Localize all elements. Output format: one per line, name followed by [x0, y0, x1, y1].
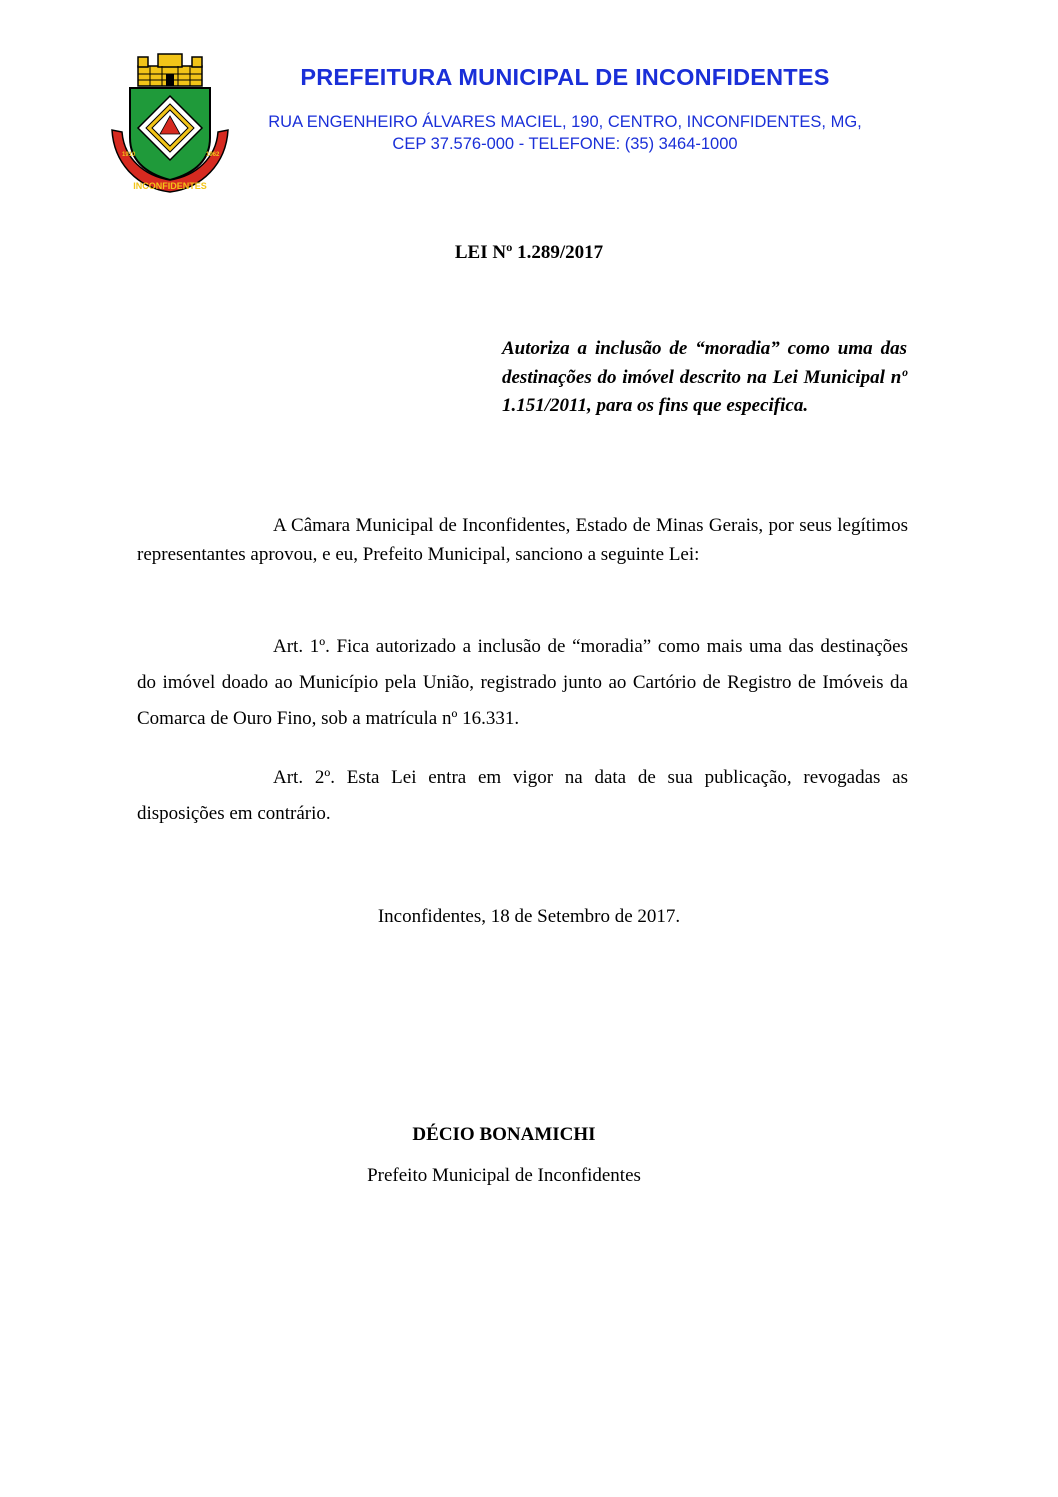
shield-icon [130, 88, 210, 180]
signatory-role: Prefeito Municipal de Inconfidentes [367, 1165, 641, 1186]
preamble-paragraph [137, 511, 908, 569]
law-title: LEI Nº 1.289/2017 [454, 242, 604, 263]
date-line: Inconfidentes, 18 de Setembro de 2017. [377, 906, 681, 927]
header-address-line2: CEP 37.576-000 - TELEFONE: (35) 3464-1000 [392, 135, 738, 153]
header-title: PREFEITURA MUNICIPAL DE INCONFIDENTES [300, 64, 830, 90]
article-2-text: Art. 2º. Esta Lei entra em vigor na data de sua publicação, revogadas as disposições em contrário. [137, 767, 908, 824]
crown-icon [138, 54, 202, 86]
signatory-name: DÉCIO BONAMICHI [412, 1124, 596, 1145]
municipal-crest-logo [108, 52, 232, 196]
article-2 [137, 760, 908, 832]
crest-year-right: 1962 [206, 152, 220, 158]
header-address-line1: RUA ENGENHEIRO ÁLVARES MACIEL, 190, CENTRO, INCONFIDENTES, MG, [268, 113, 862, 131]
article-1 [137, 629, 908, 737]
header-address [240, 111, 890, 155]
article-1-text: Art. 1º. Fica autorizado a inclusão de “moradia” como mais uma das destinações do imóvel doado ao Município pela União, registrado junto ao Cartório de Registro de Imóveis da Comarca de Ouro Fino, sob a matrícula nº 16.331. [137, 636, 908, 729]
law-ementa: Autoriza a inclusão de “moradia” como uma das destinações do imóvel descrito na Lei Municipal nº 1.151/2011, para os fins que especifica. [502, 338, 907, 417]
crest-year-left: 1910 [122, 152, 136, 158]
preamble-text: A Câmara Municipal de Inconfidentes, Estado de Minas Gerais, por seus legítimos representantes aprovou, e eu, Prefeito Municipal, sanciono a seguinte Lei: [137, 515, 908, 565]
crest-ribbon-text: INCONFIDENTES [133, 181, 207, 191]
